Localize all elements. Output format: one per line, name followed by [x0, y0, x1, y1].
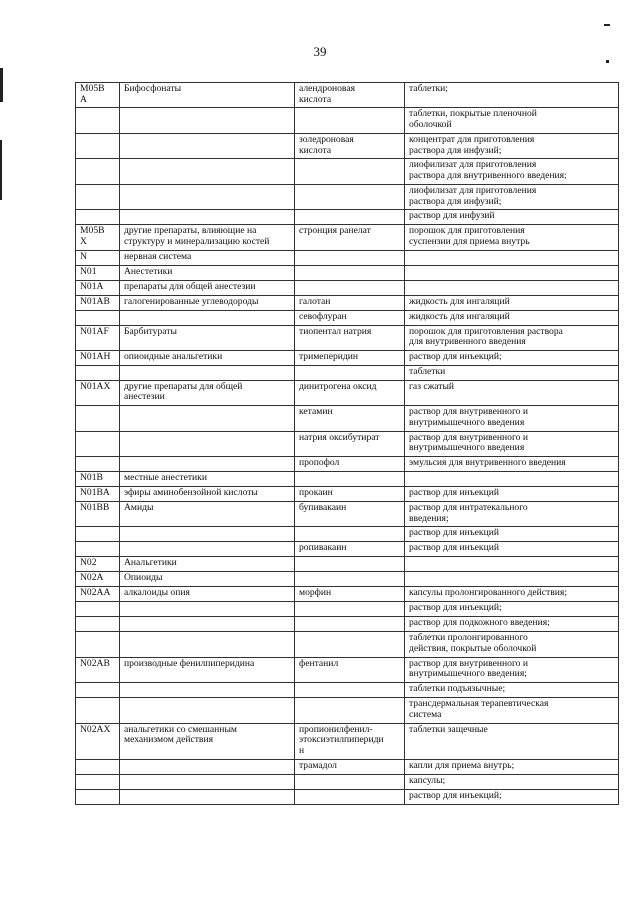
group-name-cell [120, 698, 295, 723]
drug-name-cell: золедроновая кислота [295, 133, 405, 158]
atc-code-cell: N01AH [76, 351, 120, 366]
dosage-form-cell: раствор для интратекального введения; [405, 501, 619, 526]
atc-code-cell [76, 406, 120, 431]
dosage-form-cell: раствор для внутривенного и внутримышечного введения; [405, 657, 619, 682]
group-name-cell [120, 632, 295, 657]
dosage-form-cell: раствор для инъекций [405, 487, 619, 502]
drug-name-cell [295, 683, 405, 698]
drug-name-cell [295, 572, 405, 587]
drug-name-cell: прокаин [295, 487, 405, 502]
atc-code-cell: N01B [76, 472, 120, 487]
dosage-form-cell: раствор для инъекций; [405, 602, 619, 617]
drug-name-cell [295, 159, 405, 184]
atc-code-cell: N02AB [76, 657, 120, 682]
group-name-cell: анальгетики со смешанным механизмом действия [120, 723, 295, 759]
group-name-cell [120, 406, 295, 431]
dosage-form-cell: лиофилизат для приготовления раствора для внутривенного введения; [405, 159, 619, 184]
group-name-cell: другие препараты, влияющие на структуру и минерализацию костей [120, 225, 295, 250]
dosage-form-cell: жидкость для ингаляций [405, 295, 619, 310]
drug-name-cell: севофлуран [295, 310, 405, 325]
group-name-cell [120, 542, 295, 557]
group-name-cell: местные анестетики [120, 472, 295, 487]
table-row [76, 698, 619, 723]
drug-name-cell: тримеперидин [295, 351, 405, 366]
atc-code-cell [76, 133, 120, 158]
atc-code-cell: N02AA [76, 587, 120, 602]
dosage-form-cell: раствор для внутривенного и внутримышечного введения [405, 406, 619, 431]
atc-code-cell [76, 774, 120, 789]
atc-code-cell: M05B A [76, 83, 120, 108]
dosage-form-cell: таблетки; [405, 83, 619, 108]
drug-name-cell [295, 365, 405, 380]
group-name-cell: Бифосфонаты [120, 83, 295, 108]
atc-code-cell [76, 602, 120, 617]
group-name-cell: Барбитураты [120, 325, 295, 350]
drug-name-cell [295, 617, 405, 632]
group-name-cell: эфиры аминобензойной кислоты [120, 487, 295, 502]
atc-code-cell [76, 210, 120, 225]
table-row [76, 774, 619, 789]
atc-code-cell: N01BB [76, 501, 120, 526]
table-row [76, 487, 619, 502]
drug-name-cell: пропофол [295, 457, 405, 472]
group-name-cell [120, 683, 295, 698]
table-row [76, 325, 619, 350]
drug-name-cell [295, 265, 405, 280]
atc-code-cell [76, 759, 120, 774]
drug-name-cell [295, 557, 405, 572]
dosage-form-cell: раствор для инъекций [405, 542, 619, 557]
group-name-cell: препараты для общей анестезии [120, 280, 295, 295]
table-row [76, 572, 619, 587]
table-row [76, 265, 619, 280]
table-row [76, 108, 619, 133]
atc-code-cell: N01AX [76, 380, 120, 405]
drug-name-cell [295, 774, 405, 789]
group-name-cell [120, 774, 295, 789]
table-row [76, 380, 619, 405]
scan-mark [604, 24, 610, 26]
table-row [76, 632, 619, 657]
group-name-cell [120, 184, 295, 209]
drug-name-cell: кетамин [295, 406, 405, 431]
drug-name-cell [295, 472, 405, 487]
atc-code-cell: N01BA [76, 487, 120, 502]
table-row [76, 133, 619, 158]
table-row [76, 365, 619, 380]
group-name-cell: алкалоиды опия [120, 587, 295, 602]
table-row [76, 683, 619, 698]
drug-name-cell: тиопентал натрия [295, 325, 405, 350]
dosage-form-cell [405, 572, 619, 587]
atc-code-cell [76, 108, 120, 133]
atc-code-cell [76, 632, 120, 657]
group-name-cell [120, 310, 295, 325]
atc-code-cell [76, 431, 120, 456]
dosage-form-cell [405, 472, 619, 487]
group-name-cell [120, 602, 295, 617]
table-row [76, 587, 619, 602]
dosage-form-cell: таблетки, покрытые пленочной оболочкой [405, 108, 619, 133]
scan-mark [0, 140, 2, 200]
dosage-form-cell: лиофилизат для приготовления раствора для инфузий; [405, 184, 619, 209]
group-name-cell [120, 133, 295, 158]
table-row [76, 310, 619, 325]
atc-code-cell: N02AX [76, 723, 120, 759]
atc-code-cell [76, 159, 120, 184]
table-row [76, 759, 619, 774]
group-name-cell: опиоидные анальгетики [120, 351, 295, 366]
table-row [76, 406, 619, 431]
atc-code-cell [76, 527, 120, 542]
table-row [76, 280, 619, 295]
drug-name-cell [295, 250, 405, 265]
atc-code-cell: N01 [76, 265, 120, 280]
drug-name-cell: стронция ранелат [295, 225, 405, 250]
group-name-cell [120, 108, 295, 133]
table-row [76, 457, 619, 472]
table-row [76, 295, 619, 310]
table-body [76, 83, 619, 805]
table-row [76, 789, 619, 804]
table-row [76, 557, 619, 572]
atc-code-cell [76, 184, 120, 209]
dosage-form-cell: таблетки пролонгированного действия, покрытые оболочкой [405, 632, 619, 657]
group-name-cell: Анестетики [120, 265, 295, 280]
group-name-cell: галогенированные углеводороды [120, 295, 295, 310]
atc-code-cell: N01A [76, 280, 120, 295]
drug-name-cell [295, 210, 405, 225]
group-name-cell [120, 365, 295, 380]
table-row [76, 617, 619, 632]
group-name-cell [120, 210, 295, 225]
drug-name-cell [295, 602, 405, 617]
dosage-form-cell [405, 265, 619, 280]
group-name-cell: Опиоиды [120, 572, 295, 587]
dosage-form-cell: порошок для приготовления суспензии для приема внутрь [405, 225, 619, 250]
dosage-form-cell: капсулы пролонгированного действия; [405, 587, 619, 602]
table-row [76, 472, 619, 487]
drug-name-cell: морфин [295, 587, 405, 602]
drug-name-cell [295, 527, 405, 542]
drug-name-cell: бупивакаин [295, 501, 405, 526]
group-name-cell [120, 759, 295, 774]
drug-name-cell: пропионилфенил- этоксиэтилпипериди н [295, 723, 405, 759]
group-name-cell: производные фенилпиперидина [120, 657, 295, 682]
drug-name-cell [295, 184, 405, 209]
drug-name-cell [295, 698, 405, 723]
atc-code-cell [76, 698, 120, 723]
atc-code-cell [76, 789, 120, 804]
table-row [76, 83, 619, 108]
dosage-form-cell: раствор для подкожного введения; [405, 617, 619, 632]
dosage-form-cell: раствор для внутривенного и внутримышечного введения [405, 431, 619, 456]
dosage-form-cell: раствор для инъекций; [405, 351, 619, 366]
atc-code-cell [76, 365, 120, 380]
table-row [76, 602, 619, 617]
atc-code-cell [76, 310, 120, 325]
group-name-cell: Анальгетики [120, 557, 295, 572]
table-row [76, 210, 619, 225]
group-name-cell [120, 527, 295, 542]
dosage-form-cell [405, 557, 619, 572]
table-row [76, 723, 619, 759]
dosage-form-cell: эмульсия для внутривенного введения [405, 457, 619, 472]
dosage-form-cell: трансдермальная терапевтическая система [405, 698, 619, 723]
group-name-cell: нервная система [120, 250, 295, 265]
atc-code-cell: M05B X [76, 225, 120, 250]
dosage-form-cell: капли для приема внутрь; [405, 759, 619, 774]
drug-name-cell [295, 108, 405, 133]
table-row [76, 184, 619, 209]
group-name-cell [120, 457, 295, 472]
drug-name-cell: фентанил [295, 657, 405, 682]
group-name-cell [120, 617, 295, 632]
atc-code-cell: N01AB [76, 295, 120, 310]
drug-name-cell: динитрогена оксид [295, 380, 405, 405]
dosage-form-cell: раствор для инъекций; [405, 789, 619, 804]
table-row [76, 225, 619, 250]
atc-code-cell: N02A [76, 572, 120, 587]
dosage-form-cell: раствор для инфузий [405, 210, 619, 225]
group-name-cell: другие препараты для общей анестезии [120, 380, 295, 405]
table-row [76, 431, 619, 456]
atc-code-cell [76, 542, 120, 557]
dosage-form-cell: таблетки [405, 365, 619, 380]
page-number: 39 [313, 44, 327, 59]
table-row [76, 527, 619, 542]
scan-mark [606, 60, 609, 63]
atc-code-cell [76, 617, 120, 632]
drug-name-cell: ропивакаин [295, 542, 405, 557]
atc-code-cell: N02 [76, 557, 120, 572]
dosage-form-cell: жидкость для ингаляций [405, 310, 619, 325]
table-row [76, 250, 619, 265]
group-name-cell [120, 789, 295, 804]
dosage-form-cell: раствор для инъекций [405, 527, 619, 542]
table-row [76, 657, 619, 682]
dosage-form-cell: концентрат для приготовления раствора для инфузий; [405, 133, 619, 158]
atc-code-cell: N01AF [76, 325, 120, 350]
dosage-form-cell: порошок для приготовления раствора для внутривенного введения [405, 325, 619, 350]
dosage-form-cell [405, 280, 619, 295]
drug-table [75, 82, 619, 805]
group-name-cell: Амиды [120, 501, 295, 526]
drug-name-cell: алендроновая кислота [295, 83, 405, 108]
drug-name-cell: трамадол [295, 759, 405, 774]
table-row [76, 159, 619, 184]
group-name-cell [120, 159, 295, 184]
table-row [76, 501, 619, 526]
dosage-form-cell: таблетки защечные [405, 723, 619, 759]
atc-code-cell [76, 457, 120, 472]
atc-code-cell: N [76, 250, 120, 265]
drug-name-cell [295, 632, 405, 657]
dosage-form-cell [405, 250, 619, 265]
table-row [76, 351, 619, 366]
drug-name-cell [295, 789, 405, 804]
dosage-form-cell: капсулы; [405, 774, 619, 789]
drug-name-cell: галотан [295, 295, 405, 310]
dosage-form-cell: таблетки подъязычные; [405, 683, 619, 698]
atc-code-cell [76, 683, 120, 698]
group-name-cell [120, 431, 295, 456]
table-row [76, 542, 619, 557]
drug-name-cell: натрия оксибутират [295, 431, 405, 456]
dosage-form-cell: газ сжатый [405, 380, 619, 405]
scan-mark [0, 68, 3, 102]
drug-name-cell [295, 280, 405, 295]
